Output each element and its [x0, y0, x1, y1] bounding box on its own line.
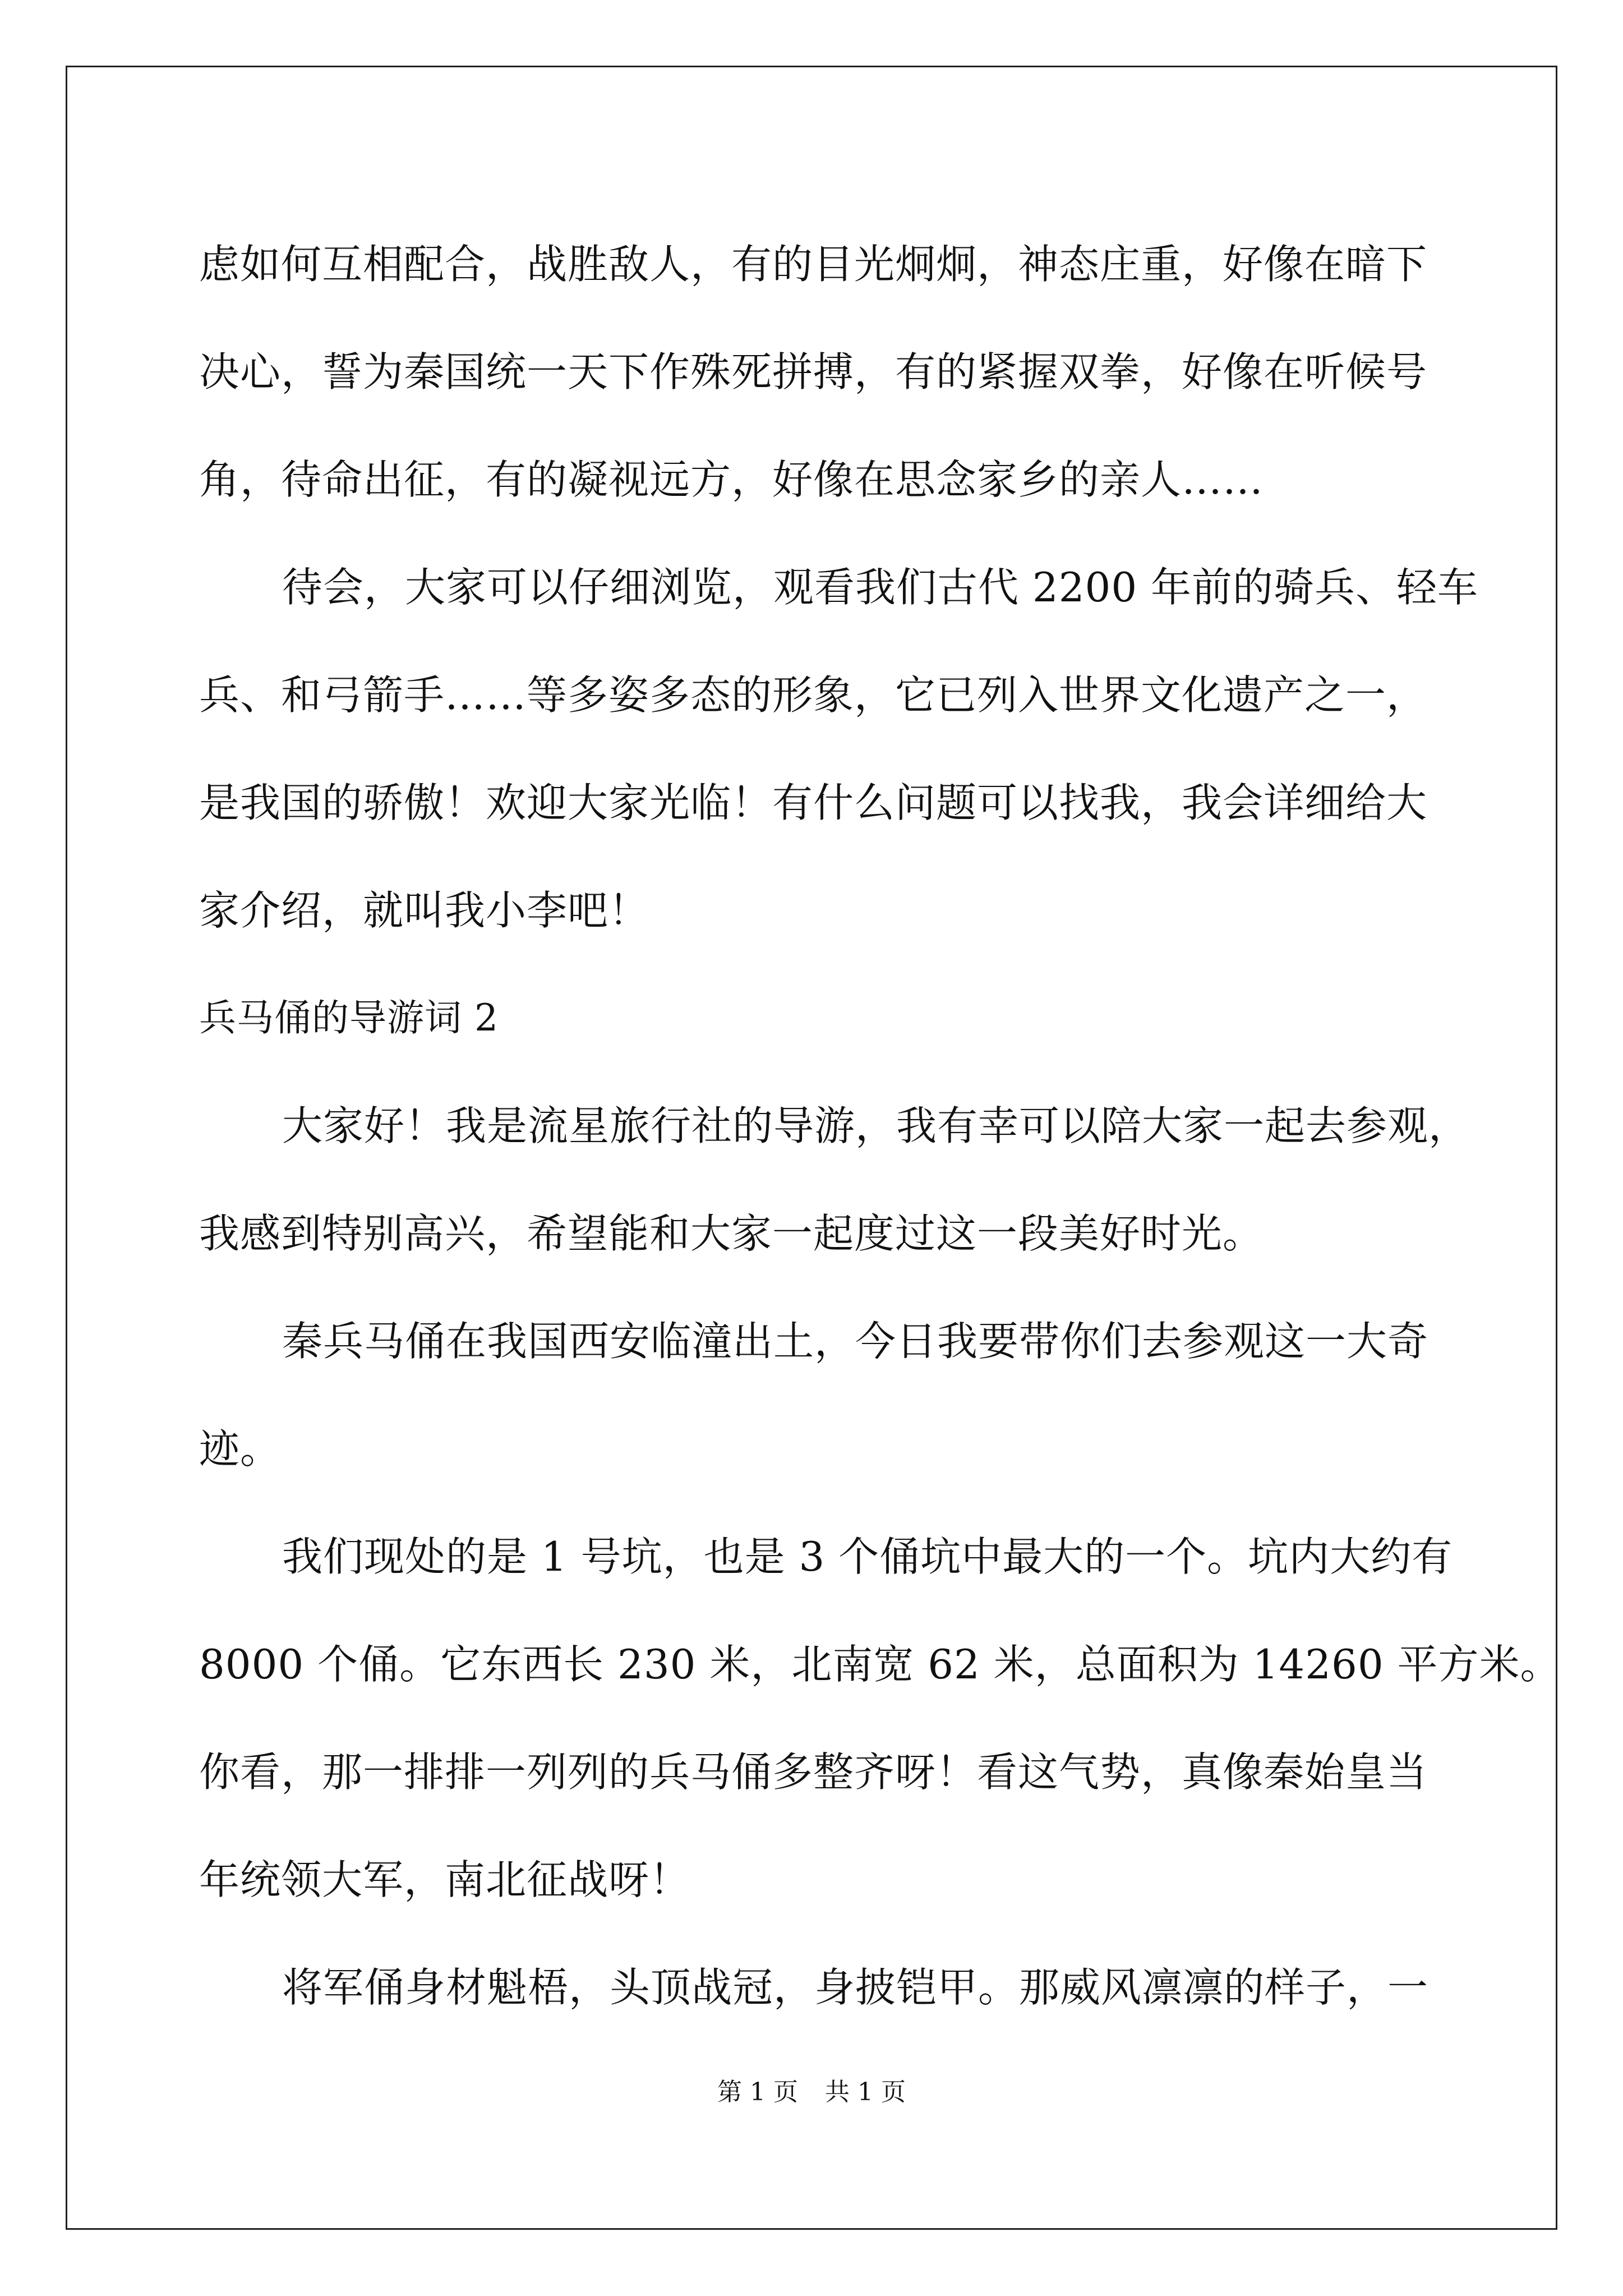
text-line-12: 迹。 — [199, 1425, 282, 1473]
text-line-5: 兵、和弓箭手……等多姿多态的形象，它已列入世界文化遗产之一， — [199, 671, 1428, 719]
text-line-9: 大家好！我是流星旅行社的导游，我有幸可以陪大家一起去参观， — [282, 1102, 1470, 1149]
text-line-13: 我们现处的是 1 号坑，也是 3 个俑坑中最大的一个。坑内大约有 — [282, 1533, 1453, 1580]
page-total: 共 1 页 — [825, 2078, 906, 2106]
page-number: 第 1 页 — [717, 2078, 798, 2106]
text-line-7: 家介绍，就叫我小李吧！ — [199, 887, 650, 934]
text-line-1: 虑如何互相配合，战胜敌人，有的目光炯炯，神态庄重，好像在暗下 — [199, 241, 1428, 288]
text-line-6: 是我国的骄傲！欢迎大家光临！有什么问题可以找我，我会详细给大 — [199, 779, 1428, 826]
text-line-14: 8000 个俑。它东西长 230 米，北南宽 62 米，总面积为 14260 平方米。 — [199, 1641, 1561, 1688]
text-line-4: 待会，大家可以仔细浏览，观看我们古代 2200 年前的骑兵、轻车 — [282, 564, 1479, 611]
section-heading: 兵马俑的导游词 2 — [199, 996, 499, 1039]
document-body — [199, 210, 1561, 2041]
text-line-2: 决心，誓为秦国统一天下作殊死拼搏，有的紧握双拳，好像在听候号 — [199, 348, 1428, 395]
text-line-3: 角，待命出征，有的凝视远方，好像在思念家乡的亲人…… — [199, 456, 1264, 503]
text-line-15: 你看，那一排排一列列的兵马俑多整齐呀！看这气势，真像秦始皇当 — [199, 1749, 1428, 1796]
text-line-11: 秦兵马俑在我国西安临潼出土，今日我要带你们去参观这一大奇 — [282, 1318, 1429, 1365]
text-line-17: 将军俑身材魁梧，头顶战冠，身披铠甲。那威风凛凛的样子，一 — [282, 1964, 1429, 2011]
text-line-10: 我感到特别高兴，希望能和大家一起度过这一段美好时光。 — [199, 1210, 1264, 1257]
text-line-16: 年统领大军，南北征战呀！ — [199, 1856, 691, 1903]
page-footer — [0, 2076, 1623, 2109]
